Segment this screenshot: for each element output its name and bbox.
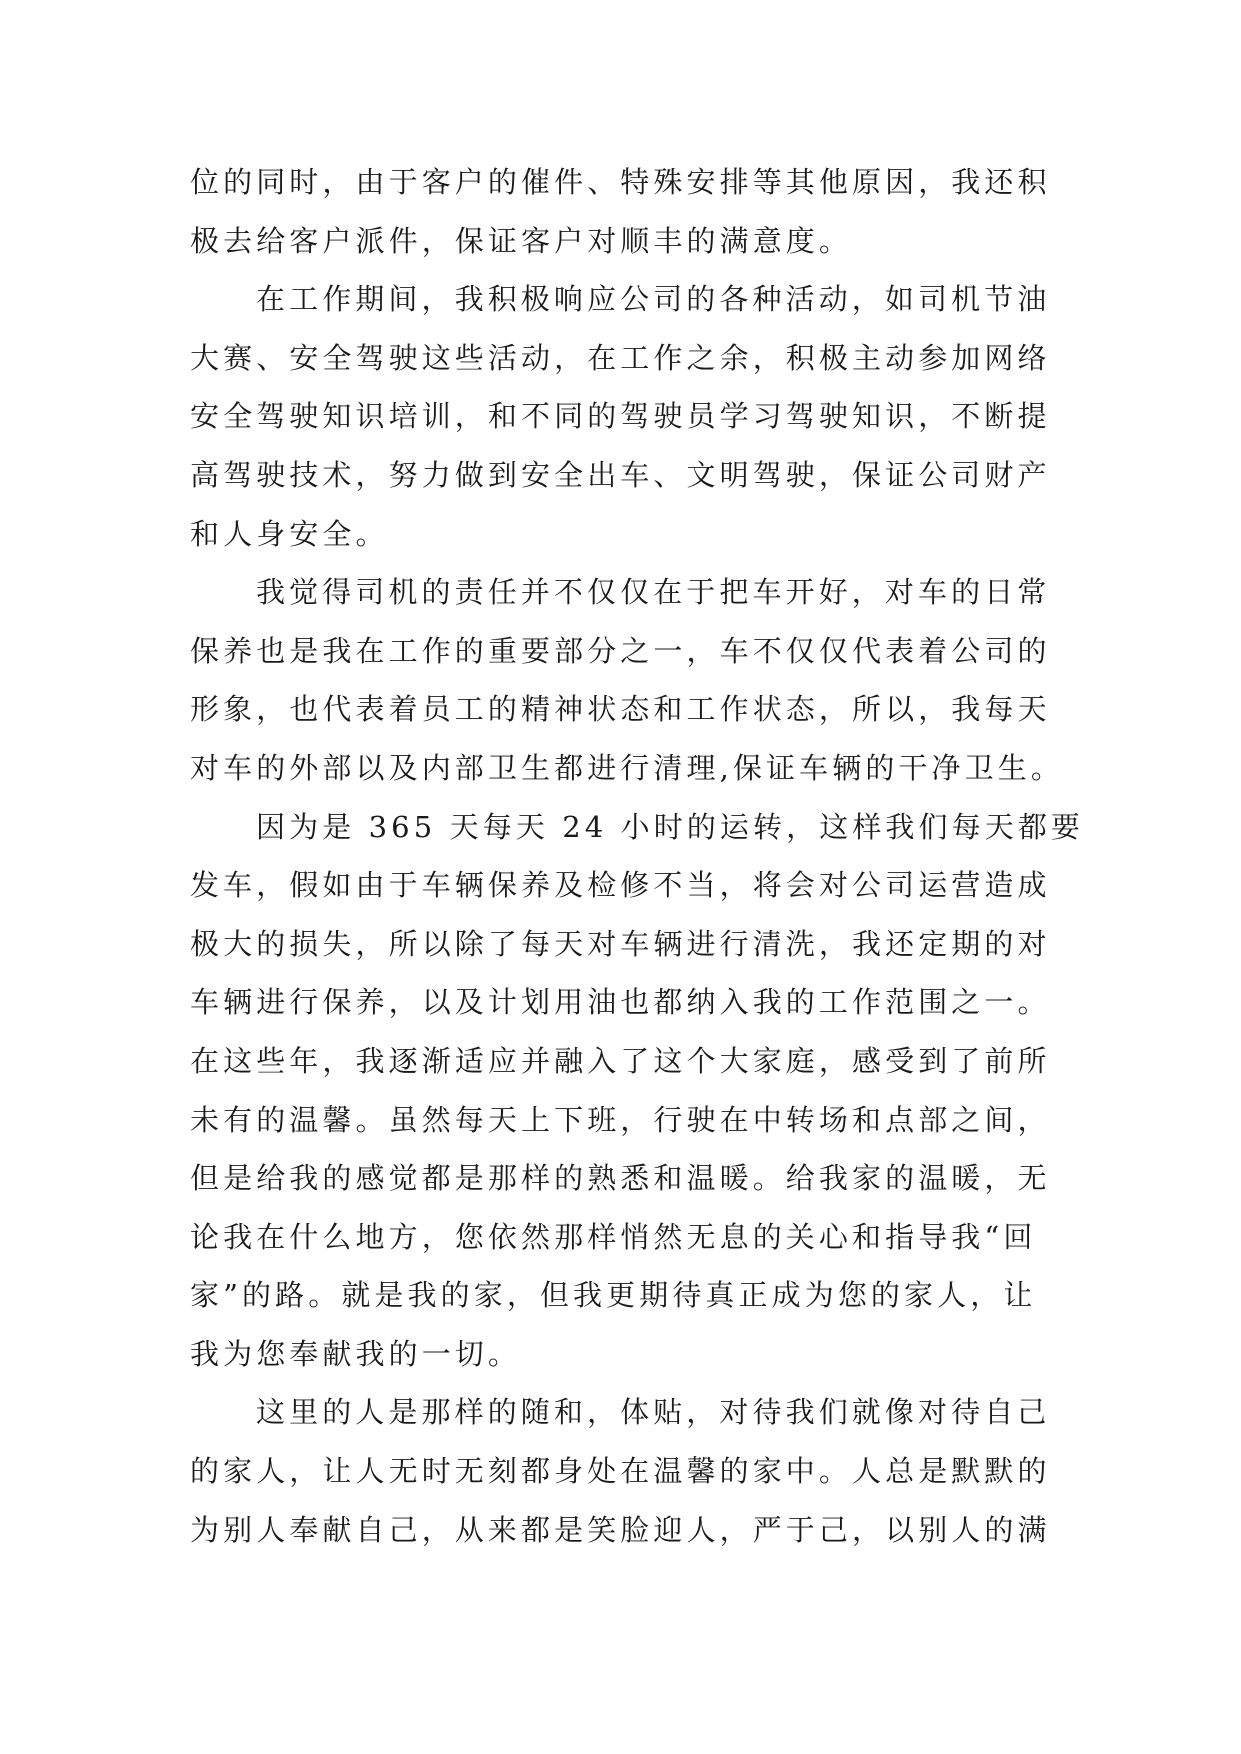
text-line: 在这些年，我逐渐适应并融入了这个大家庭，感受到了前所	[190, 1043, 1051, 1078]
text-line: 大赛、安全驾驶这些活动，在工作之余，积极主动参加网络	[190, 340, 1051, 375]
paragraph-first-line: 因为是 365 天每天 24 小时的运转，这样我们每天都要	[256, 809, 1085, 844]
body-text	[190, 153, 1085, 1559]
text-line: 位的同时，由于客户的催件、特殊安排等其他原因，我还积	[190, 165, 1051, 199]
paragraph-first-line: 这里的人是那样的随和，体贴，对待我们就像对待自己	[256, 1395, 1051, 1430]
text-line: 极去给客户派件，保证客户对顺丰的满意度。	[190, 223, 853, 258]
paragraph-first-line: 在工作期间，我积极响应公司的各种活动，如司机节油	[256, 282, 1051, 317]
text-line: 家”的路。就是我的家，但我更期待真正成为您的家人，让	[190, 1278, 1037, 1313]
text-line: 车辆进行保养，以及计划用油也都纳入我的工作范围之一。	[190, 985, 1051, 1020]
text-line: 安全驾驶知识培训，和不同的驾驶员学习驾驶知识，不断提	[190, 399, 1051, 434]
text-line: 对车的外部以及内部卫生都进行清理,保证车辆的干净卫生。	[190, 750, 1064, 785]
text-line: 未有的温馨。虽然每天上下班，行驶在中转场和点部之间，	[190, 1102, 1051, 1137]
text-line: 我为您奉献我的一切。	[190, 1336, 522, 1371]
text-line: 和人身安全。	[190, 516, 389, 551]
text-line: 形象，也代表着员工的精神状态和工作状态，所以，我每天	[190, 692, 1051, 727]
text-line: 论我在什么地方，您依然那样悄然无息的关心和指导我“回	[190, 1219, 1037, 1254]
paragraph-first-line: 我觉得司机的责任并不仅仅在于把车开好，对车的日常	[256, 575, 1051, 610]
text-line: 保养也是我在工作的重要部分之一，车不仅仅代表着公司的	[190, 633, 1051, 668]
text-line: 的家人，让人无时无刻都身处在温馨的家中。人总是默默的	[190, 1454, 1051, 1489]
text-line: 发车，假如由于车辆保养及检修不当，将会对公司运营造成	[190, 868, 1051, 903]
text-line: 但是给我的感觉都是那样的熟悉和温暖。给我家的温暖，无	[190, 1161, 1051, 1196]
text-line: 高驾驶技术，努力做到安全出车、文明驾驶，保证公司财产	[190, 457, 1051, 492]
text-line: 为别人奉献自己，从来都是笑脸迎人，严于己，以别人的满	[190, 1512, 1051, 1547]
text-line: 极大的损失，所以除了每天对车辆进行清洗，我还定期的对	[190, 926, 1051, 961]
